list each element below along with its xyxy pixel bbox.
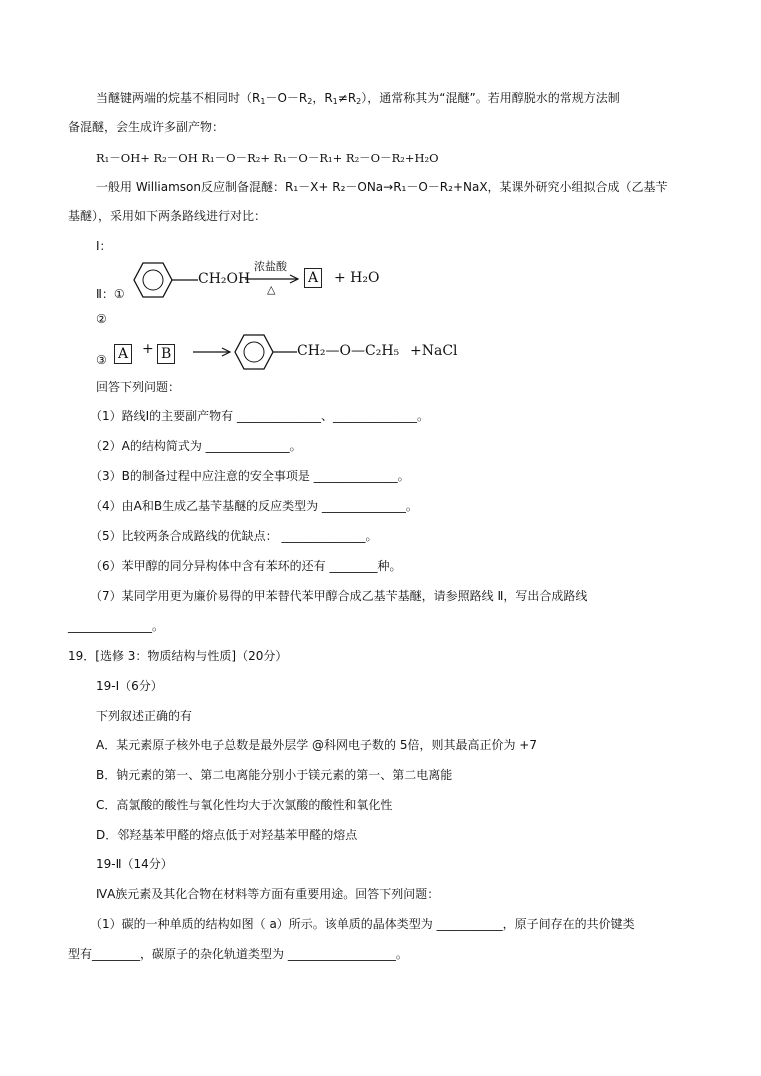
part-1-title: 19-Ⅰ（6分）	[96, 679, 163, 693]
intro-line-4: 一般用 Williamson反应制备混醚：R₁－X+ R₂－ONa→R₁－O－R₂+NaX，某课外研究小组拟合成（乙基苄	[96, 180, 668, 194]
side-product-equation: R₁－OH+ R₂－OH R₁－O－R₂+ R₁－O－R₁+ R₂－O－R₂+H₂O	[96, 151, 439, 165]
question-3: （3）B的制备过程中应注意的安全事项是 ______________。	[90, 469, 410, 483]
option-c: C．高氯酸的酸性与氧化性均大于次氯酸的酸性和氧化性	[96, 798, 393, 812]
intro-line-5: 基醚），采用如下两条路线进行对比：	[68, 209, 267, 223]
question-7: （7）某同学用更为廉价易得的甲苯替代苯甲醇合成乙基苄基醚，请参照路线 Ⅱ，写出合成路线	[90, 589, 588, 603]
benzene-ring-icon	[133, 262, 173, 298]
bond-line-2	[273, 351, 297, 353]
option-b: B．钠元素的第一、第二电离能分别小于镁元素的第一、第二电离能	[96, 768, 453, 782]
bond-line	[172, 279, 198, 281]
subscript: 1	[332, 97, 338, 106]
route-2-label: Ⅱ：①	[96, 287, 125, 301]
reaction-arrow-icon-2	[193, 347, 233, 357]
question-2: （2）A的结构简式为 ______________。	[90, 439, 302, 453]
question-6: （6）苯甲醇的同分异构体中含有苯环的还有 ________种。	[90, 559, 402, 573]
step-3-label: ③	[96, 353, 107, 367]
water-product: + H₂O	[334, 270, 380, 286]
question-4: （4）由A和B生成乙基苄基醚的反应类型为 ______________。	[90, 499, 418, 513]
compound-b-box: B	[157, 344, 175, 364]
questions-header: 回答下列问题：	[96, 380, 181, 394]
subscript: 1	[260, 97, 266, 106]
benzyl-alcohol-group: CH₂OH	[198, 271, 251, 287]
intro-line-1	[96, 90, 620, 106]
step-2-label: ②	[96, 312, 107, 326]
subscript: 2	[356, 97, 362, 106]
question-5: （5）比较两条合成路线的优缺点： ______________。	[90, 529, 378, 543]
ethyl-benzyl-ether-chain: CH₂—O—C₂H₅	[297, 343, 400, 359]
intro-text: ，R	[312, 91, 333, 105]
benzene-ring-icon-2	[234, 334, 274, 370]
intro-text: ≠R	[337, 91, 357, 105]
question-7-answer-blank: ______________。	[68, 619, 165, 633]
intro-text: －O－R	[265, 91, 308, 105]
subscript: 2	[307, 97, 313, 106]
part-2-question-1-line-1: （1）碳的一种单质的结构如图（ a）所示。该单质的晶体类型为 ___________，原子间存在的共价键类	[90, 917, 635, 931]
option-a: A．某元素原子核外电子总数是最外层学 @科网电子数的 5倍，则其最高正价为 +7	[96, 738, 537, 752]
compound-a-box-2: A	[114, 344, 132, 364]
intro-text: ），通常称其为“混醚”。若用醇脱水的常规方法制	[361, 91, 620, 105]
part-2-intro: ⅣA族元素及其化合物在材料等方面有重要用途。回答下列问题：	[96, 887, 440, 901]
option-d: D．邻羟基苯甲醛的熔点低于对羟基苯甲醛的熔点	[96, 828, 358, 842]
part-2-question-1-line-2: 型有________，碳原子的杂化轨道类型为 __________________。	[68, 947, 408, 961]
part-1-prompt: 下列叙述正确的有	[96, 709, 193, 723]
reaction-condition-top: 浓盐酸	[254, 260, 287, 273]
section-19-title: 19．[选修 3：物质结构与性质]（20分）	[68, 649, 288, 663]
route-1-label: Ⅰ：	[96, 239, 112, 253]
plus-sign: +	[142, 341, 154, 357]
part-2-title: 19-Ⅱ（14分）	[96, 857, 173, 871]
intro-text: 当醚键两端的烷基不相同时（R	[96, 91, 261, 105]
intro-line-2: 备混醚，会生成许多副产物：	[68, 120, 225, 134]
question-1: （1）路线Ⅰ的主要副产物有 ______________、______________。	[90, 409, 429, 423]
reaction-condition-heat: △	[267, 283, 276, 296]
compound-a-box: A	[304, 268, 322, 288]
nacl-product: +NaCl	[410, 343, 458, 359]
